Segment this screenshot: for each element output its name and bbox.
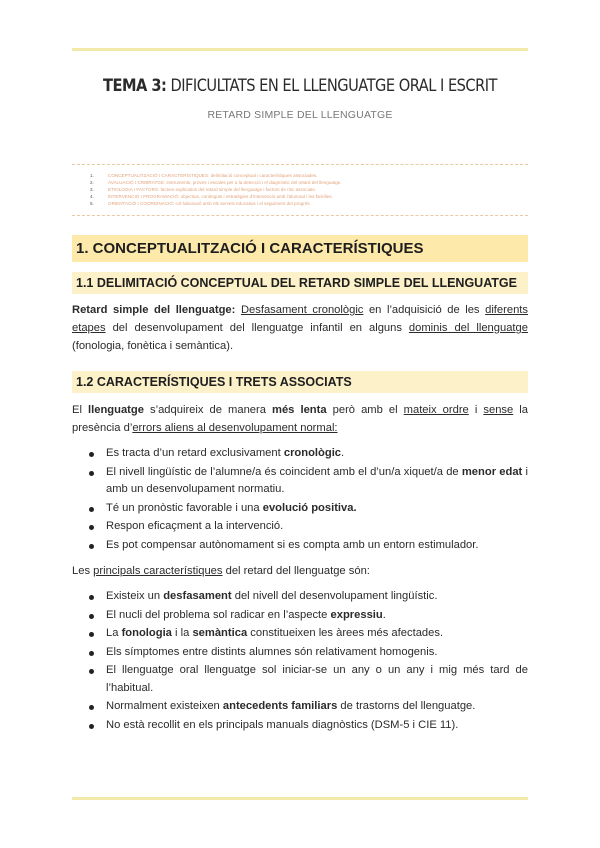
list-item: Té un pronòstic favorable i una evolució positiva. bbox=[72, 500, 528, 518]
list-item: El nivell lingüístic de l’alumne/a és coincident amb el d’un/a xiquet/a de menor edat i amb un desenvolupament normatiu. bbox=[72, 464, 528, 499]
toc-item[interactable]: 3. ETIOLOGIA I FACTORS: factors explicatius del retard simple del llenguatge i factors de risc associats. bbox=[90, 187, 316, 192]
list-item: Normalment existeixen antecedents familiars de trastorns del llenguatge. bbox=[72, 698, 528, 716]
list-item: No està recollit en els principals manuals diagnòstics (DSM-5 i CIE 11). bbox=[72, 717, 528, 735]
traits-list bbox=[72, 445, 528, 555]
characteristics-intro: Les principals característiques del retard del llenguatge són: bbox=[72, 565, 370, 577]
list-item: La fonologia i la semàntica constitueixen les àrees més afectades. bbox=[72, 625, 528, 643]
bottom-divider bbox=[72, 797, 528, 800]
toc-item[interactable]: 5. ORIENTACIÓ I COORDINACIÓ: col·laboració amb els serveis educatius i el seguiment del progrés. bbox=[90, 201, 311, 206]
toc-item[interactable]: 2. AVALUACIÓ I CRIBRATGE: instruments, proves i escales per a la detecció i el diagnòstic del retard del llenguatge. bbox=[90, 180, 342, 185]
list-item: El nucli del problema sol radicar en l’aspecte expressiu. bbox=[72, 607, 528, 625]
table-of-contents bbox=[72, 164, 528, 216]
list-item: Respon eficaçment a la intervenció. bbox=[72, 518, 528, 536]
page-title bbox=[42, 76, 558, 96]
intro-paragraph: El llenguatge s’adquireix de manera més lenta però amb el mateix ordre i sense la presència d’errors aliens al desenvolupament normal: bbox=[72, 404, 528, 434]
list-item: Es pot compensar autònomament si es compta amb un entorn estimulador. bbox=[72, 537, 528, 555]
list-item: Existeix un desfasament del nivell del desenvolupament lingüístic. bbox=[72, 588, 528, 606]
definition-paragraph: Retard simple del llenguatge: Desfasament cronològic en l’adquisició de les diferents etapes del desenvolupament del llenguatge infantil en alguns dominis del llenguatge (fonologia, fonètica i semàntica). bbox=[72, 304, 529, 352]
title-rest: DIFICULTATS EN EL LLENGUATGE ORAL I ESCRIT bbox=[166, 76, 497, 96]
section-1-heading: 1. CONCEPTUALITZACIÓ I CARACTERÍSTIQUES bbox=[72, 235, 528, 262]
characteristics-list bbox=[72, 588, 528, 735]
page-subtitle: RETARD SIMPLE DEL LLENGUATGE bbox=[207, 109, 393, 121]
toc-item[interactable]: 1. CONCEPTUALITZACIÓ I CARACTERÍSTIQUES: delimitació conceptual i característiques associades. bbox=[90, 173, 318, 178]
title-bold: TEMA 3: bbox=[103, 76, 167, 96]
toc-item[interactable]: 4. INTERVENCIÓ I PROGRAMACIÓ: objectius, continguts i estratègies d'intervenció amb l'alumnat i les famílies. bbox=[90, 194, 333, 199]
section-1-1-heading: 1.1 DELIMITACIÓ CONCEPTUAL DEL RETARD SIMPLE DEL LLENGUATGE bbox=[72, 272, 528, 294]
section-1-2-heading: 1.2 CARACTERÍSTIQUES I TRETS ASSOCIATS bbox=[72, 371, 528, 393]
list-item: Els símptomes entre distints alumnes són relativament homogenis. bbox=[72, 644, 528, 662]
list-item: Es tracta d’un retard exclusivament cronològic. bbox=[72, 445, 528, 463]
list-item: El llenguatge oral llenguatge sol iniciar-se un any o un any i mig més tard de l’habitual. bbox=[72, 662, 528, 697]
top-divider bbox=[72, 48, 528, 51]
